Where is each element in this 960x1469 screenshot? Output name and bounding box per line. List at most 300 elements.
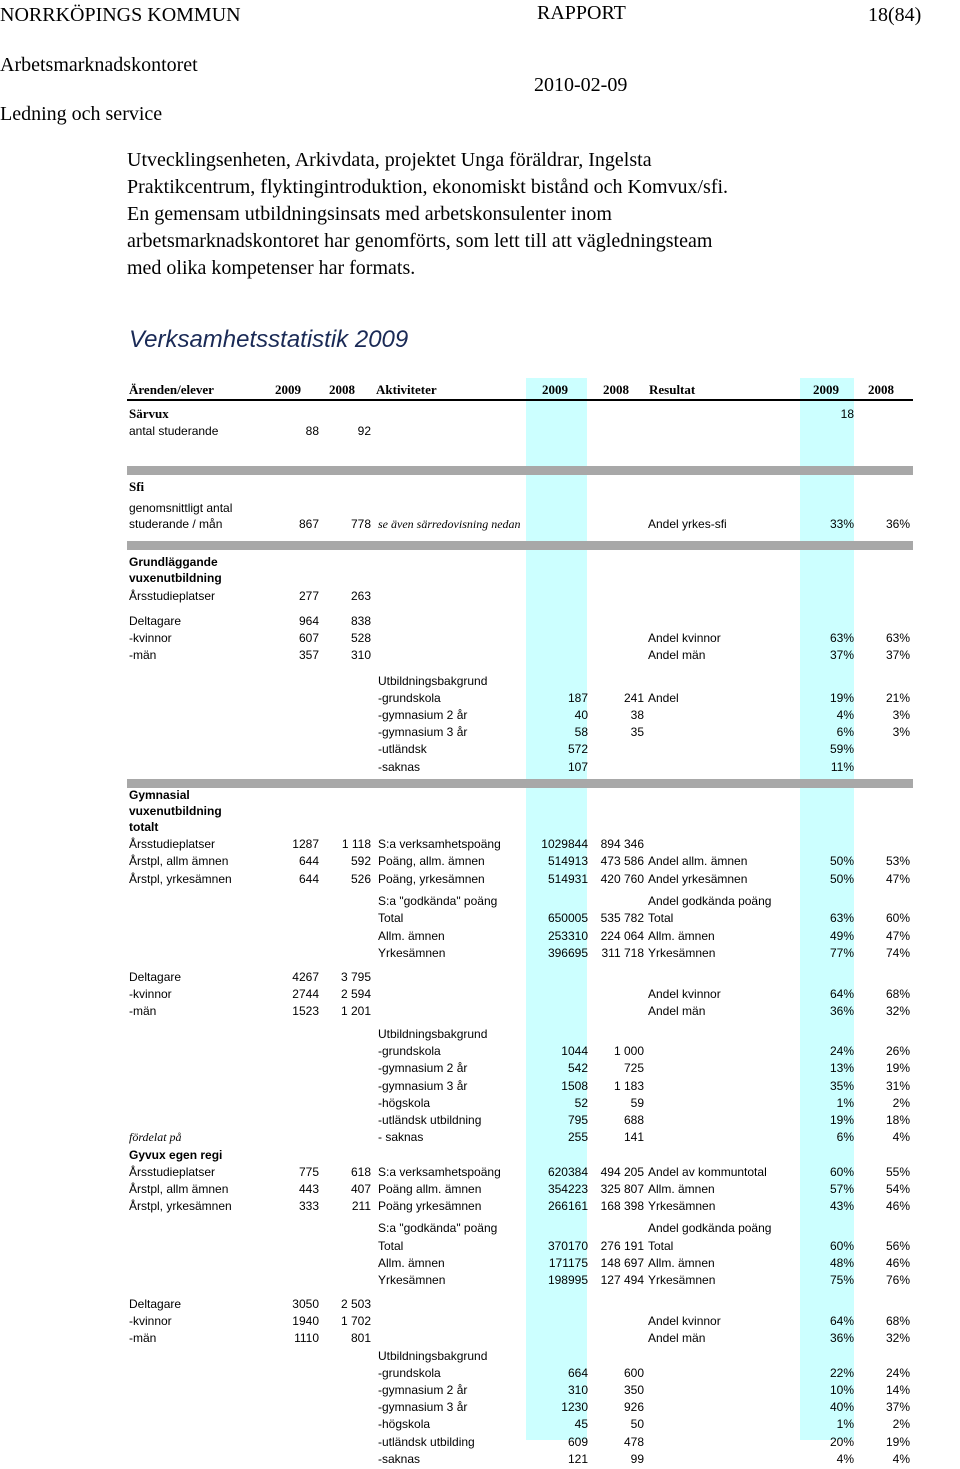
table-cell-i: 46% [885,1199,910,1213]
section-separator [127,541,913,550]
table-cell-h: 36% [829,1331,854,1345]
table-cell-d: Poäng, allm. ämnen [378,854,485,868]
table-cell-i: 26% [885,1044,910,1058]
table-cell-h: 48% [829,1256,854,1270]
table-cell-i: 24% [885,1366,910,1380]
table-cell-d: Allm. ämnen [378,1256,445,1270]
table-cell-a: Deltagare [129,970,182,984]
table-cell-h: 24% [829,1044,854,1058]
table-cell-a: Årstpl, yrkesämnen [129,872,232,886]
table-cell-d: Utbildningsbakgrund [378,1349,488,1363]
table-cell-h: 35% [829,1079,854,1093]
table-cell-h: 19% [829,1113,854,1127]
table-row [127,570,913,588]
table-row [127,588,913,606]
table-cell-g: Yrkesämnen [648,1273,716,1287]
table-row [127,1129,913,1147]
header-cell: Resultat [649,382,696,397]
table-cell-g: Andel män [648,1004,706,1018]
table-cell-a: Årsstudieplatser [129,1165,216,1179]
section-separator [127,466,913,475]
table-cell-d: se även särredovisning nedan [378,517,521,531]
table-cell-f: 127 494 [600,1273,644,1287]
table-cell-a: -kvinnor [129,987,172,1001]
table-cell-f: 926 [623,1400,644,1414]
table-cell-i: 32% [885,1004,910,1018]
table-cell-h: 37% [829,648,854,662]
table-cell-e: 664 [567,1366,588,1380]
table-cell-h: 64% [829,1314,854,1328]
intro-line: arbetsmarknadskontoret har genomförts, som lett till att vägledningsteam [127,230,713,252]
table-cell-i: 2% [892,1417,910,1431]
report-date: 2010-02-09 [534,74,628,96]
table-cell-f: 494 205 [600,1165,644,1179]
table-cell-i: 63% [885,631,910,645]
table-cell-g: Allm. ämnen [648,929,715,943]
table-cell-i: 21% [885,691,910,705]
intro-line: En gemensam utbildningsinsats med arbetskonsulenter inom [127,203,612,225]
table-row [127,969,913,987]
table-cell-i: 31% [885,1079,910,1093]
table-row [127,516,913,534]
table-cell-d: S:a verksamhetspoäng [378,1165,501,1179]
table-cell-i: 47% [885,872,910,886]
table-row [127,1296,913,1314]
header-cell: 2008 [868,382,894,397]
table-cell-a: Gymnasial [129,788,190,802]
table-cell-h: 64% [829,987,854,1001]
table-row [127,707,913,725]
table-cell-e: 514913 [547,854,588,868]
table-cell-h: 40% [829,1400,854,1414]
table-cell-e: 1029844 [541,837,588,851]
table-cell-a: vuxenutbildning [129,571,222,585]
table-cell-h: 63% [829,631,854,645]
table-row [127,1078,913,1096]
table-row [127,1330,913,1348]
table-cell-f: 535 782 [600,911,644,925]
table-cell-f: 688 [623,1113,644,1127]
table-row [127,1348,913,1366]
table-cell-b: 775 [298,1165,319,1179]
table-cell-d: Total [378,1239,404,1253]
table-cell-c: 310 [350,648,371,662]
table-cell-h: 1% [836,1417,854,1431]
table-cell-d: -gymnasium 3 år [378,1400,468,1414]
table-cell-c: 211 [351,1199,371,1213]
table-cell-f: 276 191 [600,1239,644,1253]
table-cell-d: -gymnasium 2 år [378,1061,468,1075]
table-cell-c: 2 503 [340,1297,371,1311]
table-row [127,1003,913,1021]
table-cell-b: 277 [298,589,319,603]
table-cell-f: 600 [623,1366,644,1380]
table-cell-i: 68% [885,1314,910,1328]
table-cell-f: 725 [623,1061,644,1075]
table-row [127,1095,913,1113]
table-cell-b: 867 [298,517,319,531]
table-cell-g: Andel män [648,648,706,662]
table-cell-i: 53% [885,854,910,868]
table-row [127,1181,913,1199]
table-cell-d: -grundskola [378,1044,441,1058]
header-cell: 2008 [329,382,355,397]
table-cell-e: 572 [567,742,588,756]
table-cell-d: Allm. ämnen [378,929,445,943]
table-cell-f: 1 183 [613,1079,644,1093]
table-cell-g: Andel allm. ämnen [648,854,748,868]
table-cell-e: 795 [567,1113,588,1127]
table-cell-b: 333 [298,1199,319,1213]
table-cell-g: Yrkesämnen [648,946,716,960]
table-row [127,759,913,777]
table-cell-d: -högskola [378,1096,431,1110]
table-cell-f: 478 [623,1435,644,1449]
table-cell-f: 241 [623,691,644,705]
document-type: RAPPORT [537,2,626,24]
table-cell-c: 263 [350,589,371,603]
table-row [127,741,913,759]
table-row [127,1164,913,1182]
table-cell-d: Poäng yrkesämnen [378,1199,482,1213]
table-cell-f: 168 398 [600,1199,644,1213]
table-cell-e: 514931 [547,872,588,886]
table-cell-i: 54% [885,1182,910,1196]
table-cell-i: 32% [885,1331,910,1345]
table-cell-d: -saknas [378,1452,421,1466]
table-row [127,479,913,497]
table-cell-h: 6% [836,725,854,739]
table-cell-h: 10% [829,1383,854,1397]
table-row [127,1112,913,1130]
table-cell-i: 76% [885,1273,910,1287]
table-cell-d: -utländsk utbildning [378,1113,482,1127]
table-row [127,1451,913,1469]
table-cell-a: -män [129,648,157,662]
table-cell-i: 3% [892,725,910,739]
table-cell-g: Andel yrkesämnen [648,872,748,886]
table-cell-b: 644 [298,854,319,868]
table-cell-e: 121 [567,1452,588,1466]
table-cell-d: - saknas [378,1130,424,1144]
table-cell-a: Särvux [129,406,169,421]
table-cell-d: -saknas [378,760,421,774]
table-cell-i: 3% [892,708,910,722]
table-cell-h: 49% [829,929,854,943]
table-row [127,836,913,854]
table-row [127,986,913,1004]
table-cell-b: 1110 [294,1331,319,1345]
table-cell-c: 618 [350,1165,371,1179]
table-cell-d: Utbildningsbakgrund [378,674,488,688]
table-cell-b: 1940 [292,1314,319,1328]
table-cell-i: 36% [885,517,910,531]
table-cell-c: 2 594 [340,987,371,1001]
table-cell-f: 35 [630,725,644,739]
header-cell: 2009 [813,382,839,397]
table-row [127,1238,913,1256]
table-cell-a: genomsnittligt antal [129,501,233,515]
table-cell-e: 1508 [561,1079,588,1093]
table-cell-a: -kvinnor [129,631,172,645]
table-cell-d: S:a "godkända" poäng [378,1221,498,1235]
section-title: Verksamhetsstatistik 2009 [129,326,409,353]
table-row [127,1220,913,1238]
table-cell-h: 19% [829,691,854,705]
table-cell-a: -kvinnor [129,1314,172,1328]
table-cell-a: Årsstudieplatser [129,589,216,603]
table-cell-d: Total [378,911,404,925]
table-row [127,1399,913,1417]
table-cell-g: Total [648,911,674,925]
table-cell-i: 60% [885,911,910,925]
table-cell-h: 75% [829,1273,854,1287]
table-row [127,724,913,742]
table-row [127,1434,913,1452]
table-row [127,928,913,946]
table-cell-c: 1 201 [340,1004,371,1018]
table-row [127,690,913,708]
table-cell-i: 4% [892,1452,910,1466]
table-cell-e: 253310 [547,929,588,943]
table-cell-i: 55% [885,1165,910,1179]
table-row [127,1060,913,1078]
table-cell-d: Yrkesämnen [378,1273,446,1287]
table-row [127,819,913,837]
table-cell-e: 45 [574,1417,588,1431]
table-cell-d: -grundskola [378,1366,441,1380]
table-cell-f: 99 [630,1452,644,1466]
table-cell-g: Total [648,1239,674,1253]
table-cell-f: 325 807 [600,1182,644,1196]
table-cell-c: 528 [350,631,371,645]
table-row [127,1147,913,1165]
table-cell-g: Allm. ämnen [648,1256,715,1270]
table-cell-h: 36% [829,1004,854,1018]
table-cell-e: 396695 [547,946,588,960]
table-cell-i: 37% [885,648,910,662]
table-cell-d: Poäng, yrkesämnen [378,872,485,886]
table-cell-d: -gymnasium 3 år [378,1079,468,1093]
table-row [127,1365,913,1383]
table-cell-c: 407 [350,1182,371,1196]
table-cell-i: 46% [885,1256,910,1270]
header-cell: Ärenden/elever [129,382,214,397]
table-cell-f: 420 760 [600,872,644,886]
table-row [127,613,913,631]
table-row [127,406,913,424]
table-row [127,910,913,928]
table-cell-h: 4% [836,708,854,722]
intro-line: med olika kompetenser har formats. [127,257,416,279]
table-cell-e: 370170 [547,1239,588,1253]
table-cell-a: Årstpl, yrkesämnen [129,1199,232,1213]
table-cell-g: Andel män [648,1331,706,1345]
table-cell-e: 255 [567,1130,588,1144]
table-cell-h: 43% [829,1199,854,1213]
table-cell-h: 1% [836,1096,854,1110]
table-row [127,871,913,889]
table-cell-e: 609 [567,1435,588,1449]
table-cell-i: 37% [885,1400,910,1414]
table-cell-e: 266161 [547,1199,588,1213]
table-cell-a: Grundläggande [129,555,218,569]
table-cell-a: Årsstudieplatser [129,837,216,851]
table-cell-a: vuxenutbildning [129,804,222,818]
table-cell-c: 3 795 [340,970,371,984]
header-cell: Aktiviteter [376,382,437,397]
table-cell-a: fördelat på [129,1130,182,1144]
table-cell-i: 14% [885,1383,910,1397]
table-cell-i: 68% [885,987,910,1001]
intro-paragraph [127,147,907,282]
table-cell-a: antal studerande [129,424,219,438]
table-cell-g: Yrkesämnen [648,1199,716,1213]
table-row [127,853,913,871]
table-cell-e: 542 [567,1061,588,1075]
table-cell-g: Andel av kommuntotal [648,1165,767,1179]
table-cell-h: 60% [829,1239,854,1253]
table-cell-e: 52 [574,1096,588,1110]
table-cell-b: 4267 [292,970,319,984]
table-cell-h: 4% [836,1452,854,1466]
table-cell-g: Andel [648,691,679,705]
table-row [127,647,913,665]
table-cell-d: -gymnasium 3 år [378,725,468,739]
table-row [127,893,913,911]
table-cell-b: 1523 [292,1004,319,1018]
table-cell-d: -utländsk [378,742,427,756]
table-cell-c: 801 [350,1331,371,1345]
table-cell-f: 38 [630,708,644,722]
table-cell-e: 40 [574,708,588,722]
table-cell-h: 60% [829,1165,854,1179]
table-cell-h: 11% [830,760,854,774]
table-cell-e: 354223 [547,1182,588,1196]
table-cell-h: 50% [829,872,854,886]
table-cell-e: 187 [567,691,588,705]
table-cell-h: 13% [829,1061,854,1075]
table-cell-d: Yrkesämnen [378,946,446,960]
table-cell-i: 4% [892,1130,910,1144]
table-cell-a: Sfi [129,479,145,494]
table-cell-d: Utbildningsbakgrund [378,1027,488,1041]
table-cell-a: studerande / mån [129,517,223,531]
unit-name: Ledning och service [0,103,163,125]
table-cell-e: 107 [567,760,588,774]
table-row [127,630,913,648]
table-cell-f: 350 [623,1383,644,1397]
table-cell-h: 50% [829,854,854,868]
table-cell-c: 838 [350,614,371,628]
table-cell-b: 88 [305,424,319,438]
table-cell-h: 33% [829,517,854,531]
table-cell-h: 59% [829,742,854,756]
table-cell-f: 473 586 [600,854,644,868]
intro-line: Utvecklingsenheten, Arkivdata, projektet Unga föräldrar, Ingelsta [127,149,652,171]
table-cell-d: Poäng allm. ämnen [378,1182,482,1196]
table-cell-d: -utländsk utbilding [378,1435,475,1449]
page-number: 18(84) [868,4,922,26]
header-cell: 2009 [275,382,301,397]
table-cell-h: 77% [829,946,854,960]
table-cell-g: Andel yrkes-sfi [648,517,727,531]
table-cell-i: 47% [885,929,910,943]
table-cell-f: 148 697 [600,1256,644,1270]
table-cell-b: 1287 [292,837,319,851]
table-cell-d: S:a verksamhetspoäng [378,837,501,851]
table-cell-h: 57% [829,1182,854,1196]
table-cell-f: 59 [630,1096,644,1110]
table-row [127,1026,913,1044]
table-cell-h: 6% [836,1130,854,1144]
table-cell-h: 18 [840,407,854,421]
table-cell-i: 74% [885,946,910,960]
table-cell-i: 19% [885,1061,910,1075]
table-row [127,423,913,441]
table-row [127,1198,913,1216]
table-cell-a: -män [129,1004,157,1018]
table-row [127,673,913,691]
table-cell-e: 171175 [548,1256,588,1270]
table-cell-d: -gymnasium 2 år [378,708,468,722]
table-cell-b: 443 [298,1182,319,1196]
table-cell-e: 58 [574,725,588,739]
table-cell-c: 1 118 [341,837,371,851]
table-cell-a: Deltagare [129,1297,182,1311]
header-rule [127,399,913,401]
table-cell-d: -grundskola [378,691,441,705]
table-cell-c: 592 [350,854,371,868]
table-cell-f: 894 346 [600,837,644,851]
department: Arbetsmarknadskontoret [0,54,198,76]
table-cell-f: 311 718 [601,946,644,960]
table-cell-e: 1230 [561,1400,588,1414]
table-cell-b: 644 [298,872,319,886]
table-cell-f: 141 [623,1130,644,1144]
table-cell-g: Andel kvinnor [648,631,721,645]
table-cell-f: 224 064 [600,929,644,943]
table-cell-c: 526 [350,872,371,886]
table-row [127,1313,913,1331]
table-row [127,945,913,963]
intro-line: Praktikcentrum, flyktingintroduktion, ekonomiskt bistånd och Komvux/sfi. [127,176,729,198]
table-cell-c: 1 702 [340,1314,371,1328]
table-cell-b: 607 [298,631,319,645]
table-cell-a: Årstpl, allm ämnen [129,854,229,868]
table-cell-e: 310 [567,1383,588,1397]
table-cell-e: 620384 [547,1165,588,1179]
table-cell-a: Deltagare [129,614,182,628]
table-cell-i: 19% [885,1435,910,1449]
table-cell-g: Andel godkända poäng [648,1221,772,1235]
table-cell-e: 198995 [547,1273,588,1287]
org-name: NORRKÖPINGS KOMMUN [0,4,241,26]
table-row [127,1416,913,1434]
table-row [127,1382,913,1400]
table-row [127,1255,913,1273]
table-cell-b: 357 [298,648,319,662]
header-cell: 2008 [603,382,629,397]
table-cell-f: 50 [630,1417,644,1431]
table-cell-a: totalt [129,820,159,834]
table-cell-g: Allm. ämnen [648,1182,715,1196]
table-cell-i: 18% [885,1113,910,1127]
table-cell-h: 63% [829,911,854,925]
header-cell: 2009 [542,382,568,397]
table-cell-g: Andel godkända poäng [648,894,772,908]
table-cell-b: 2744 [292,987,319,1001]
